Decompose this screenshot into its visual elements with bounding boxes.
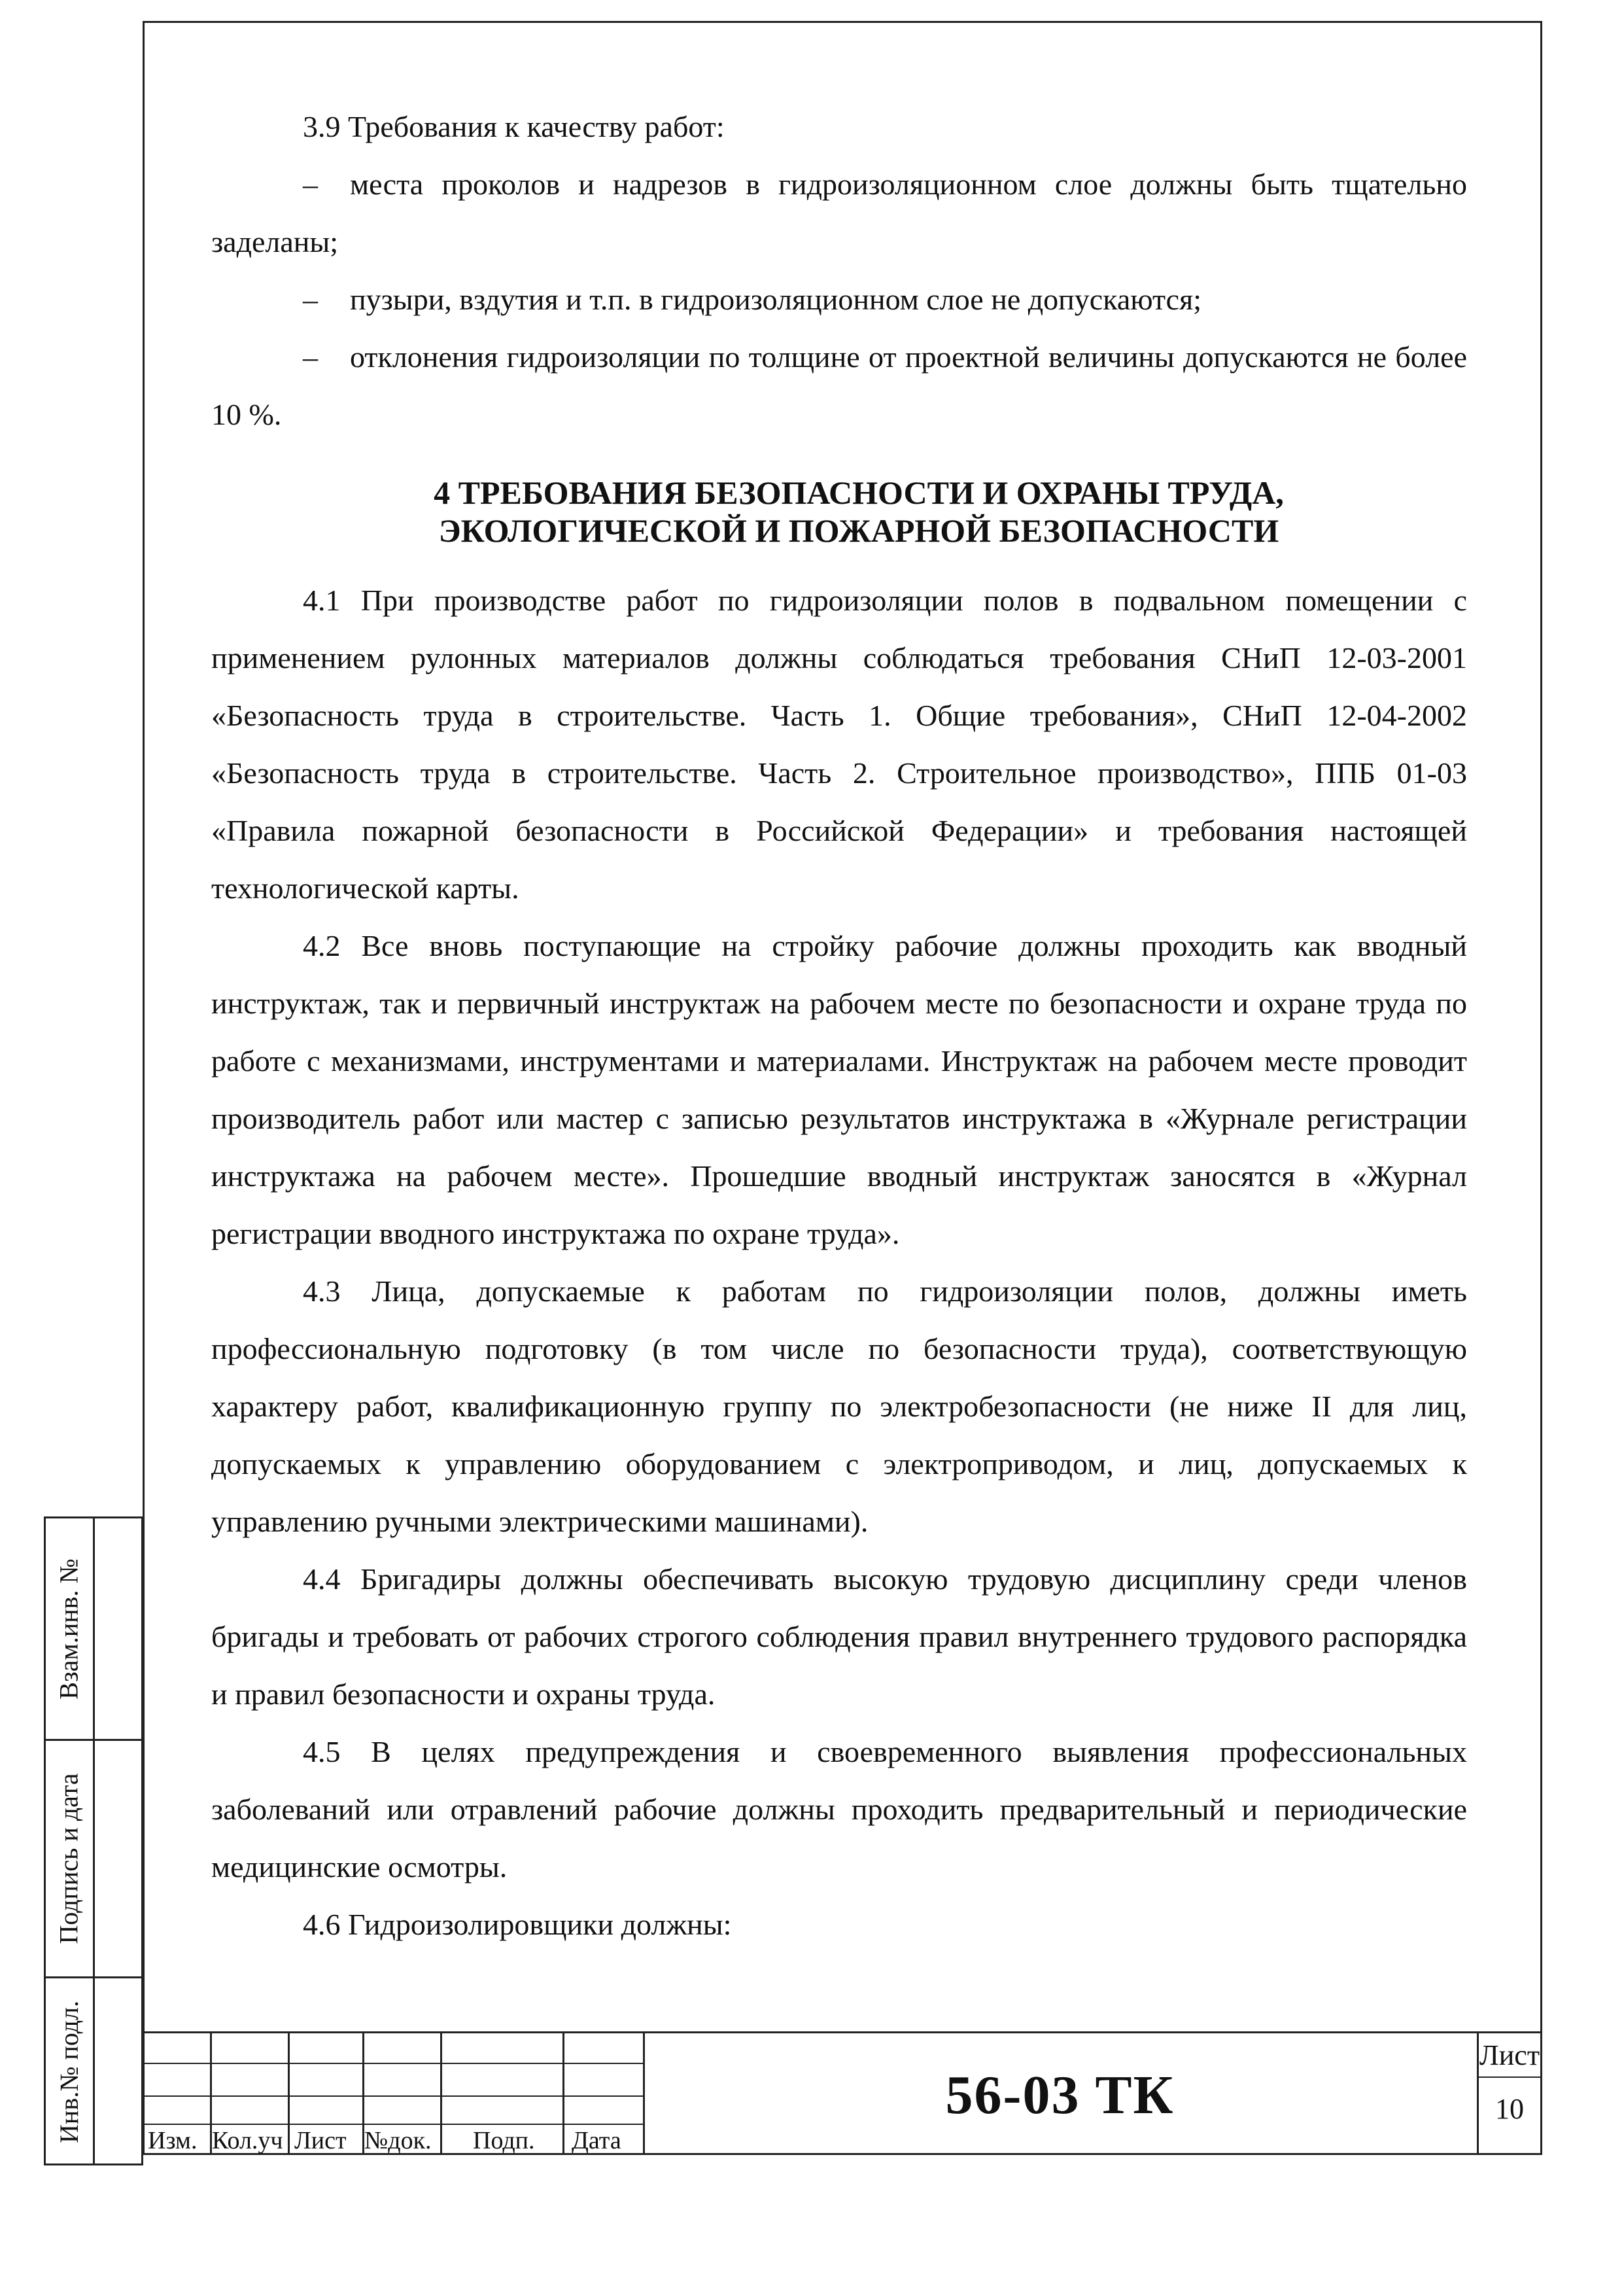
paragraph-4-2: 4.2 Все вновь поступающие на стройку рабочие должны проходить как вводный инструктаж, так и первичный инструктаж на рабочем месте по безопасности и охране труда по работе с механизмами, инструментами и материалами. Инструктаж на рабочем месте проводит производитель работ или мастер с записью результатов инструктажа в «Журнале регистрации инструктажа на рабочем месте». Прошедшие вводный инструктаж заносятся в «Журнал регистрации вводного инструктажа по охране труда». [211,929,1467,1250]
list-label: Лист [294,2127,347,2154]
quality-item-2 [211,271,1467,328]
dash-marker: – [303,167,318,201]
quality-item-3 [211,328,1467,444]
data-label: Дата [572,2127,621,2154]
quality-item-text: отклонения гидроизоляции по толщине от проектной величины допускаются не более 10 %. [211,340,1467,431]
document-body [211,98,1467,1953]
podp-label: Подп. [473,2127,535,2154]
dash-marker: – [303,340,318,374]
section-3-9-title: 3.9 Требования к качеству работ: [303,110,725,143]
grid-line [1477,2076,1542,2078]
paragraph-4-1: 4.1 При производстве работ по гидроизоляции полов в подвальном помещении с применением рулонных материалов должны соблюдаться требования СНиП 12-03-2001 «Безопасность труда в строительстве. Часть 1. Общие требования», СНиП 12-04-2002 «Безопасность труда в строительстве. Часть 2. Строительное производство», ППБ 01-03 «Правила пожарной безопасности в Российской Федерации» и требования настоящей технологической карты. [211,584,1467,905]
paragraph-4-4: 4.4 Бригадиры должны обеспечивать высокую трудовую дисциплину среди членов бригады и требовать от рабочих строгого соблюдения правил внутреннего трудового распорядка и правил безопасности и охраны труда. [211,1562,1467,1711]
izm-label: Изм. [148,2127,198,2154]
grid-line [143,2095,643,2097]
side-stamp [44,1516,143,2165]
document-code: 56-03 ТК [945,2065,1175,2126]
heading-line-1: 4 ТРЕБОВАНИЯ БЕЗОПАСНОСТИ И ОХРАНЫ ТРУДА, [434,474,1284,511]
sheet-number: 10 [1495,2093,1524,2125]
paragraph-4-5: 4.5 В целях предупреждения и своевременного выявления профессиональных заболеваний или отравлений рабочие должны проходить предварительный и периодические медицинские осмотры. [211,1735,1467,1883]
grid-line [143,2124,643,2125]
quality-item-text: пузыри, вздутия и т.п. в гидроизоляционном слое не допускаются; [350,283,1202,316]
grid-line [288,2033,290,2155]
paragraph-4-3: 4.3 Лица, допускаемые к работам по гидроизоляции полов, должны иметь профессиональную подготовку (в том числе по безопасности труда), соответствующую характеру работ, квалификационную группу по электробезопасности (не ниже II для лиц, допускаемых к управлению оборудованием с электроприводом, и лиц, допускаемых к управлению ручными электрическими машинами). [211,1274,1467,1538]
grid-line [440,2033,442,2155]
vzam-inv-label: Взам.инв. № [54,1558,84,1700]
grid-line [143,2063,643,2064]
heading-line-2: ЭКОЛОГИЧЕСКОЙ И ПОЖАРНОЙ БЕЗОПАСНОСТИ [438,512,1279,549]
section-4-heading [211,474,1467,550]
n-dok-label: №док. [364,2127,432,2154]
sheet-label: Лист [1479,2039,1540,2071]
vzam-inv-cell [46,1518,93,1739]
podpis-data-label: Подпись и дата [54,1773,84,1944]
title-block [143,2031,1542,2155]
inv-podl-label: Инв.№ подл. [54,2001,84,2143]
podpis-data-cell [46,1741,93,1976]
inv-podl-cell [46,1978,93,2165]
kol-uch-label: Кол.уч [212,2127,283,2154]
paragraph-4-6: 4.6 Гидроизолировщики должны: [303,1908,732,1941]
quality-item-1 [211,156,1467,271]
dash-marker: – [303,283,318,316]
quality-item-text: места проколов и надрезов в гидроизоляционном слое должны быть тщательно заделаны; [211,167,1467,258]
grid-line [562,2033,564,2155]
